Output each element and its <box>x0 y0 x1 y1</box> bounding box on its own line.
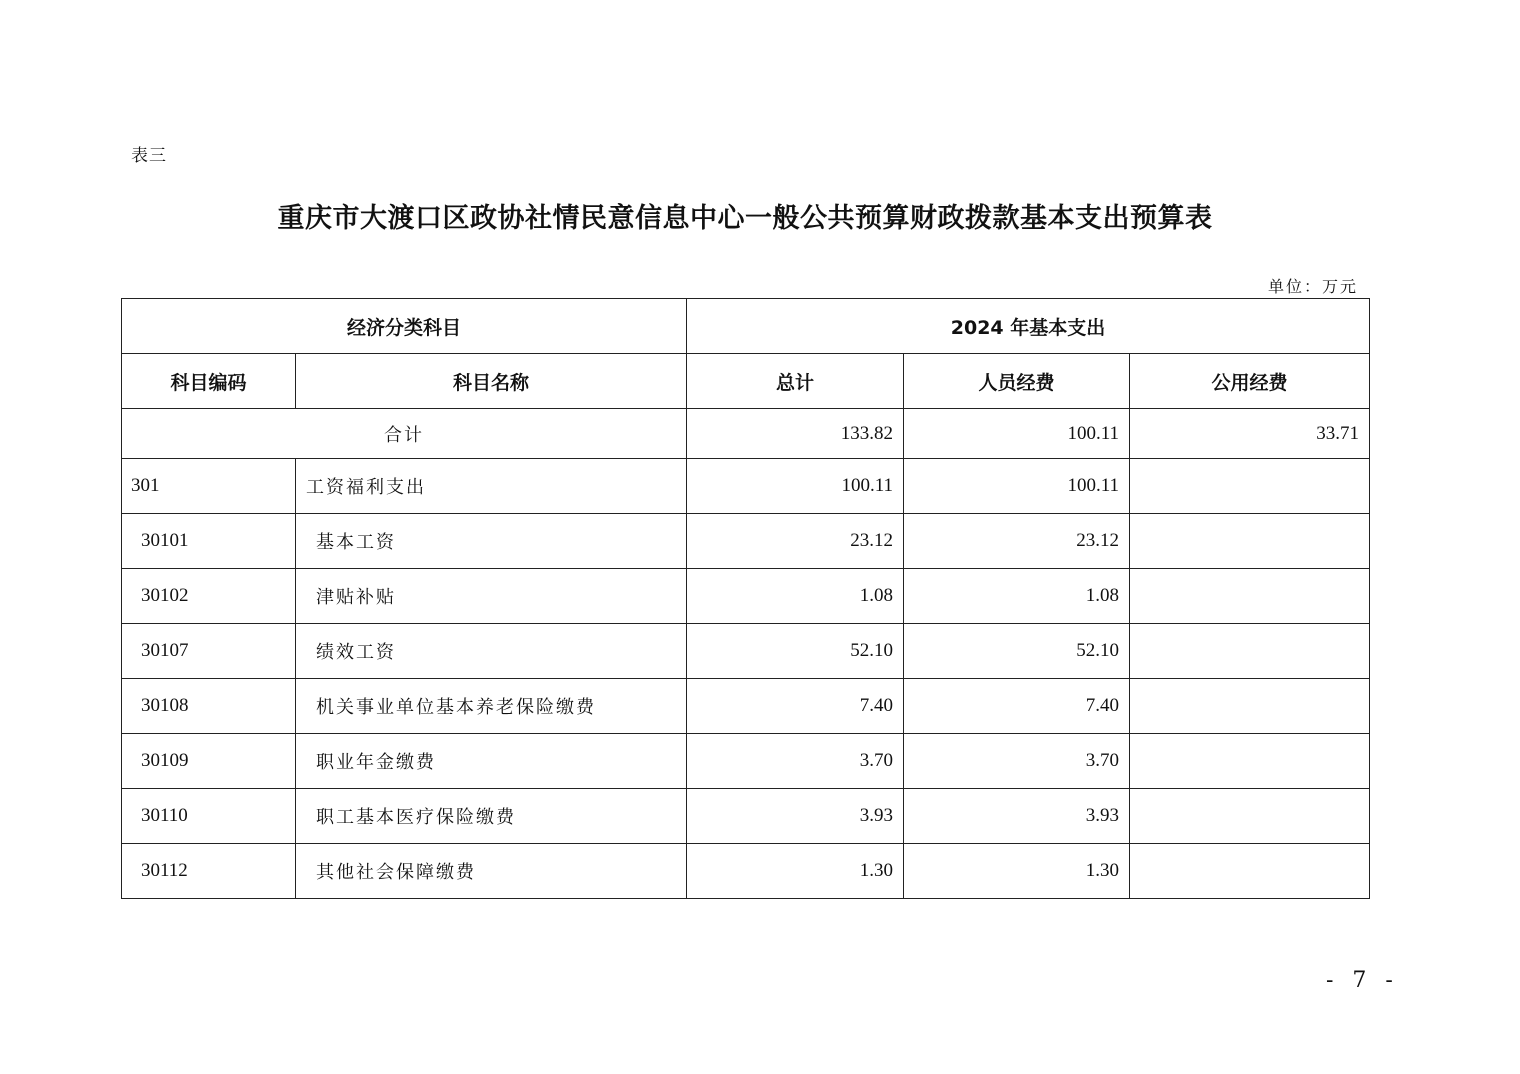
total-sum: 133.82 <box>687 409 904 459</box>
cell-subject-name: 工资福利支出 <box>296 459 687 514</box>
table-body <box>122 409 1370 899</box>
cell-personnel: 100.11 <box>904 459 1130 514</box>
cell-subject-code: 30102 <box>122 569 296 624</box>
total-personnel: 100.11 <box>904 409 1130 459</box>
header-total: 总计 <box>687 354 904 409</box>
budget-table <box>121 298 1370 899</box>
cell-subject-code: 30108 <box>122 679 296 734</box>
table-label: 表三 <box>131 146 167 166</box>
cell-subject-name: 绩效工资 <box>296 624 687 679</box>
cell-subject-code: 301 <box>122 459 296 514</box>
cell-public <box>1130 679 1370 734</box>
cell-personnel: 1.30 <box>904 844 1130 899</box>
header-public-expense: 公用经费 <box>1130 354 1370 409</box>
cell-subject-name: 基本工资 <box>296 514 687 569</box>
cell-total: 1.30 <box>687 844 904 899</box>
total-label: 合计 <box>122 409 687 459</box>
header-column-row <box>122 354 1370 409</box>
table-row <box>122 624 1370 679</box>
cell-subject-name: 职业年金缴费 <box>296 734 687 789</box>
header-subject-code: 科目编码 <box>122 354 296 409</box>
total-public: 33.71 <box>1130 409 1370 459</box>
cell-personnel: 52.10 <box>904 624 1130 679</box>
cell-subject-code: 30110 <box>122 789 296 844</box>
header-economic-category: 经济分类科目 <box>122 299 687 354</box>
table-row <box>122 844 1370 899</box>
cell-public <box>1130 789 1370 844</box>
cell-personnel: 7.40 <box>904 679 1130 734</box>
cell-public <box>1130 569 1370 624</box>
document-title: 重庆市大渡口区政协社情民意信息中心一般公共预算财政拨款基本支出预算表 <box>277 203 1213 234</box>
table-row <box>122 514 1370 569</box>
cell-personnel: 3.93 <box>904 789 1130 844</box>
header-personnel-expense: 人员经费 <box>904 354 1130 409</box>
cell-total: 52.10 <box>687 624 904 679</box>
cell-public <box>1130 734 1370 789</box>
cell-subject-code: 30107 <box>122 624 296 679</box>
cell-subject-code: 30101 <box>122 514 296 569</box>
cell-subject-name: 职工基本医疗保险缴费 <box>296 789 687 844</box>
cell-total: 100.11 <box>687 459 904 514</box>
table-row <box>122 679 1370 734</box>
cell-subject-name: 津贴补贴 <box>296 569 687 624</box>
cell-personnel: 3.70 <box>904 734 1130 789</box>
cell-total: 3.93 <box>687 789 904 844</box>
table-row <box>122 734 1370 789</box>
table-row <box>122 569 1370 624</box>
cell-personnel: 23.12 <box>904 514 1130 569</box>
cell-total: 1.08 <box>687 569 904 624</box>
cell-public <box>1130 459 1370 514</box>
cell-total: 3.70 <box>687 734 904 789</box>
cell-public <box>1130 844 1370 899</box>
cell-personnel: 1.08 <box>904 569 1130 624</box>
cell-subject-name: 其他社会保障缴费 <box>296 844 687 899</box>
cell-subject-code: 30109 <box>122 734 296 789</box>
cell-public <box>1130 514 1370 569</box>
cell-public <box>1130 624 1370 679</box>
table-header <box>122 299 1370 409</box>
header-group-row <box>122 299 1370 354</box>
unit-note: 单位：万元 <box>1267 277 1358 296</box>
table-row <box>122 789 1370 844</box>
cell-subject-name: 机关事业单位基本养老保险缴费 <box>296 679 687 734</box>
header-basic-expenditure-2024: 2024 年基本支出 <box>687 299 1370 354</box>
cell-total: 7.40 <box>687 679 904 734</box>
header-subject-name: 科目名称 <box>296 354 687 409</box>
page-number: - 7 - <box>1326 968 1399 993</box>
table-row <box>122 459 1370 514</box>
total-row <box>122 409 1370 459</box>
cell-subject-code: 30112 <box>122 844 296 899</box>
cell-total: 23.12 <box>687 514 904 569</box>
